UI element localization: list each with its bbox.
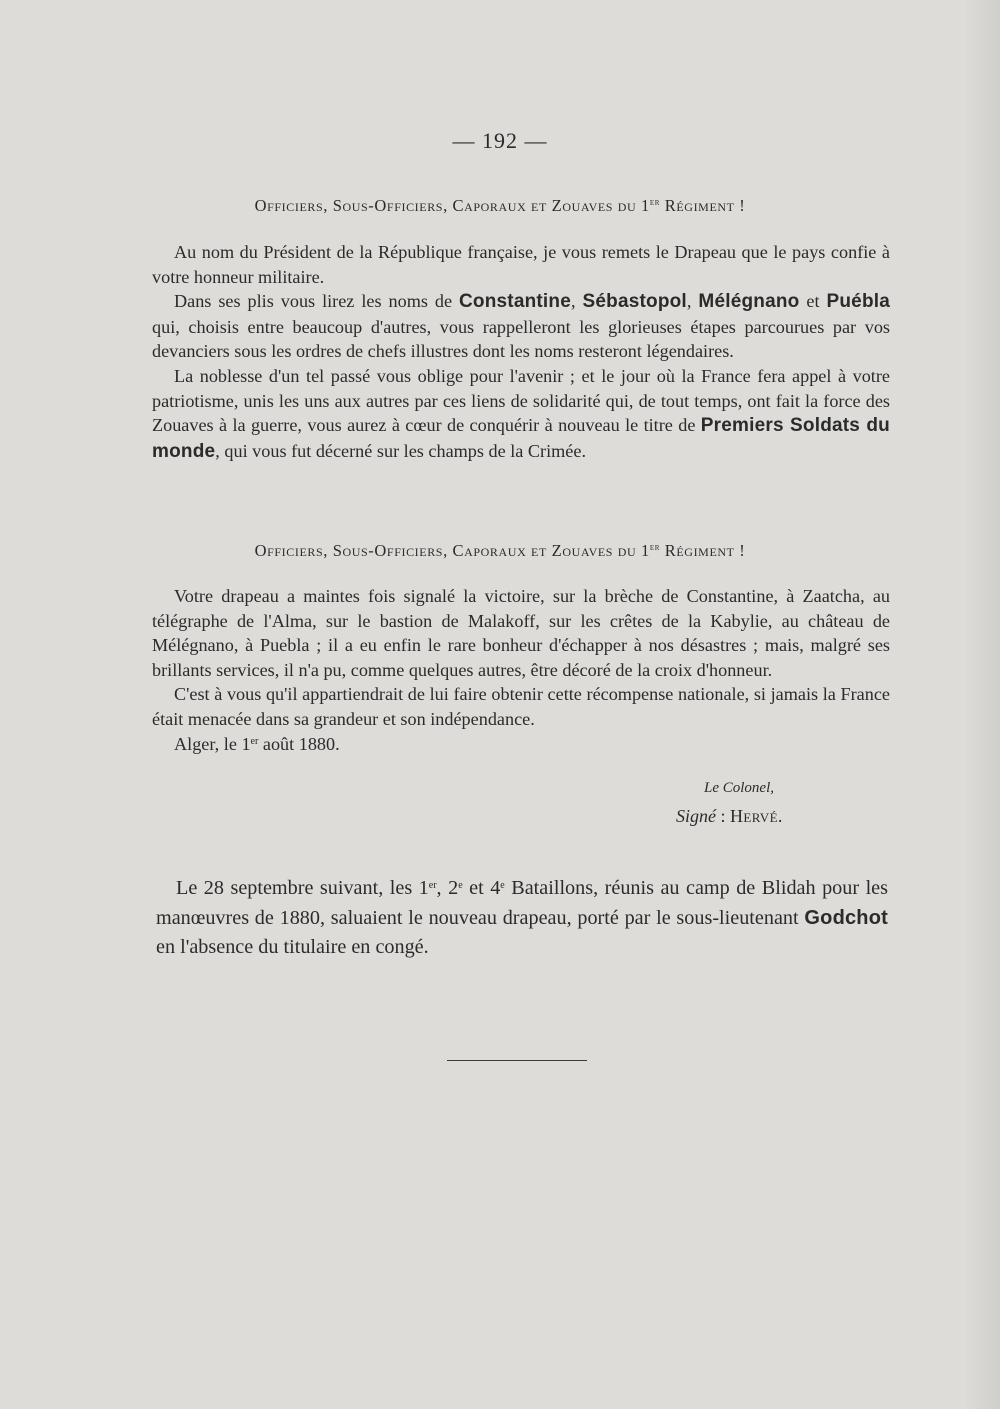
- page-number: — 192 —: [452, 128, 548, 153]
- dateline: Alger, le 1er août 1880.: [174, 733, 340, 754]
- address-body-2: [152, 584, 890, 756]
- name-sebastopol: Sébastopol: [582, 291, 687, 313]
- address-heading-1: Officiers, Sous-Officiers, Caporaux et Zouaves du 1er Régiment !: [254, 196, 746, 215]
- name-melegnano: Mélégnano: [698, 291, 800, 313]
- name-godchot: Godchot: [804, 906, 888, 929]
- paragraph-noblesse: La noblesse d'un tel passé vous oblige pour l'avenir ; et le jour où la France fera appel à votre patriotisme, unis les uns aux autres par ces liens de solidarité qui, de tout temps, ont fait la force des Zouaves à la guerre, vous aurez à cœur de conquérir à nouveau le titre de Premiers Soldats du monde, qui vous fut décerné sur les champs de la Crimée.: [152, 365, 890, 462]
- closing-paragraph: Le 28 septembre suivant, les 1er, 2e et 4e Bataillons, réunis au camp de Blidah pour les manœuvres de 1880, saluaient le nouveau drapeau, porté par le sous-lieutenant Godchot en l'absence du titulaire en congé.: [156, 877, 888, 958]
- paragraph-victoire: Votre drapeau a maintes fois signalé la victoire, sur la brèche de Constantine, à Zaatcha, au télégraphe de l'Alma, sur le bastion de Malakoff, sur les crêtes de la Kabylie, au château de Mélégnano, à Puebla ; il a eu enfin le rare bonheur d'échapper à nos désastres ; mais, malgré ses brillants services, il n'a pu, comme quelques autres, être décoré de la croix d'honneur.: [152, 586, 890, 680]
- name-constantine: Constantine: [459, 291, 571, 313]
- paragraph-recompense: C'est à vous qu'il appartiendrait de lui faire obtenir cette récompense nationale, si jamais la France était menacée dans sa grandeur et son indépendance.: [152, 684, 890, 729]
- name-puebla: Puébla: [826, 291, 890, 313]
- paragraph-drapeau: Au nom du Président de la République française, je vous remets le Drapeau que le pays confie à votre honneur militaire.: [152, 242, 890, 287]
- signature-line: Signé : Hervé.: [676, 806, 783, 826]
- address-body-1: [152, 240, 890, 464]
- address-heading-2: Officiers, Sous-Officiers, Caporaux et Zouaves du 1er Régiment !: [254, 541, 746, 560]
- signature-name: Hervé.: [730, 806, 783, 826]
- title-premiers-soldats: Premiers Soldats du monde: [152, 415, 890, 462]
- end-rule-divider: [447, 1060, 587, 1061]
- signature-role: Le Colonel,: [704, 780, 774, 796]
- paragraph-plis: Dans ses plis vous lirez les noms de Constantine, Sébastopol, Mélégnano et Puébla qui, choisis entre beaucoup d'autres, vous rappelleront les glorieuses étapes parcourues par vos devanciers sous les ordres de chefs illustres dont les noms resteront légendaires.: [152, 291, 890, 362]
